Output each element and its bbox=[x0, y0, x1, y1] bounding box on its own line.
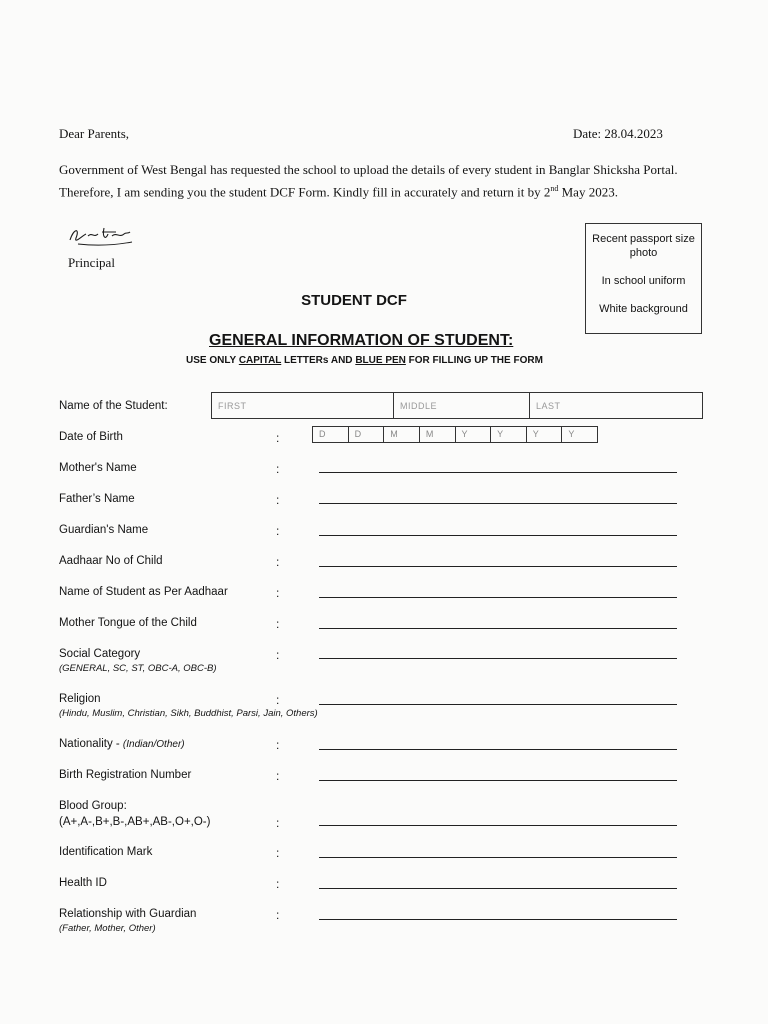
dob-boxes[interactable] bbox=[312, 426, 598, 443]
signatory-title: Principal bbox=[68, 255, 115, 270]
letter-body-sup: nd bbox=[550, 184, 559, 193]
field-colon: : bbox=[276, 617, 280, 631]
field-colon: : bbox=[276, 648, 280, 662]
greeting: Dear Parents, bbox=[59, 126, 130, 141]
student-name-box[interactable] bbox=[211, 392, 703, 419]
letter-body bbox=[59, 160, 699, 201]
social-category-options: (GENERAL, SC, ST, OBC-A, OBC-B) bbox=[59, 663, 217, 674]
last-name-hint: LAST bbox=[536, 401, 561, 411]
dob-label: Date of Birth bbox=[59, 431, 123, 443]
photo-instruction-3: White background bbox=[599, 303, 688, 315]
aadhaar-name-label: Name of Student as Per Aadhaar bbox=[59, 586, 228, 598]
blood-group-label: Blood Group: bbox=[59, 800, 127, 812]
field-colon: : bbox=[276, 693, 280, 707]
letter-date: Date: 28.04.2023 bbox=[573, 126, 663, 141]
nationality-field[interactable] bbox=[319, 749, 677, 750]
guardians-name-label: Guardian's Name bbox=[59, 524, 149, 536]
field-colon: : bbox=[276, 555, 280, 569]
photo-instruction-1: Recent passport size photo bbox=[592, 233, 695, 259]
field-colon: : bbox=[276, 846, 280, 860]
religion-options: (Hindu, Muslim, Christian, Sikh, Buddhist, Parsi, Jain, Others) bbox=[59, 708, 318, 719]
birth-registration-label: Birth Registration Number bbox=[59, 769, 192, 781]
dob-cell[interactable]: M bbox=[420, 427, 456, 442]
form-title: STUDENT DCF bbox=[301, 292, 407, 309]
relationship-options: (Father, Mother, Other) bbox=[59, 923, 156, 934]
field-colon: : bbox=[276, 816, 280, 830]
social-category-label: Social Category bbox=[59, 648, 141, 660]
form-instruction bbox=[186, 355, 543, 366]
mothers-name-label: Mother's Name bbox=[59, 462, 137, 474]
instr-capital: CAPITAL bbox=[238, 355, 282, 366]
health-id-field[interactable] bbox=[319, 888, 677, 889]
field-colon: : bbox=[276, 493, 280, 507]
field-colon: : bbox=[276, 769, 280, 783]
dob-cell[interactable]: Y bbox=[491, 427, 527, 442]
form-title-wrap bbox=[0, 292, 768, 309]
dob-colon: : bbox=[276, 431, 280, 445]
instr-blue-pen: BLUE PEN bbox=[355, 355, 406, 366]
health-id-label: Health ID bbox=[59, 877, 107, 889]
identification-mark-field[interactable] bbox=[319, 857, 677, 858]
instr-part2: LETTERs AND bbox=[281, 355, 356, 366]
last-name-field[interactable] bbox=[530, 393, 702, 418]
field-colon: : bbox=[276, 908, 280, 922]
field-colon: : bbox=[276, 586, 280, 600]
first-name-field[interactable] bbox=[212, 393, 394, 418]
photo-instruction-2: In school uniform bbox=[601, 275, 686, 287]
section-title: GENERAL INFORMATION OF STUDENT: bbox=[209, 332, 514, 349]
identification-mark-label: Identification Mark bbox=[59, 846, 153, 858]
relationship-field[interactable] bbox=[319, 919, 677, 920]
birth-registration-field[interactable] bbox=[319, 780, 677, 781]
fathers-name-field[interactable] bbox=[319, 503, 677, 504]
photo-placeholder-box bbox=[585, 223, 702, 334]
first-name-hint: FIRST bbox=[218, 401, 247, 411]
aadhaar-no-label: Aadhaar No of Child bbox=[59, 555, 163, 567]
field-colon: : bbox=[276, 462, 280, 476]
field-colon: : bbox=[276, 524, 280, 538]
aadhaar-no-field[interactable] bbox=[319, 566, 677, 567]
nationality-label bbox=[59, 738, 185, 750]
instr-part1: USE ONLY bbox=[186, 355, 239, 366]
nationality-label-text: Nationality - bbox=[59, 738, 123, 750]
middle-name-hint: MIDDLE bbox=[400, 401, 438, 411]
mothers-name-field[interactable] bbox=[319, 472, 677, 473]
dob-cell[interactable]: D bbox=[313, 427, 349, 442]
blood-group-options: (A+,A-,B+,B-,AB+,AB-,O+,O-) bbox=[59, 816, 211, 828]
religion-field[interactable] bbox=[319, 704, 677, 705]
mother-tongue-label: Mother Tongue of the Child bbox=[59, 617, 197, 629]
field-colon: : bbox=[276, 877, 280, 891]
religion-label: Religion bbox=[59, 693, 101, 705]
mother-tongue-field[interactable] bbox=[319, 628, 677, 629]
letter-body-text: Government of West Bengal has requested the school to upload the details of every student in Banglar Shicksha Portal. Therefore, I am sending you the student DCF Form. Kindly fill in accurately and return it by 2 bbox=[59, 162, 678, 200]
letter-body-end: May 2023. bbox=[558, 184, 618, 200]
field-colon: : bbox=[276, 738, 280, 752]
relationship-label: Relationship with Guardian bbox=[59, 908, 197, 920]
middle-name-field[interactable] bbox=[394, 393, 530, 418]
dob-cell[interactable]: Y bbox=[527, 427, 563, 442]
instr-part3: FOR FILLING UP THE FORM bbox=[405, 355, 543, 366]
aadhaar-name-field[interactable] bbox=[319, 597, 677, 598]
dob-cell[interactable]: D bbox=[349, 427, 385, 442]
social-category-field[interactable] bbox=[319, 658, 677, 659]
student-name-label: Name of the Student: bbox=[59, 400, 168, 412]
dob-cell[interactable]: Y bbox=[456, 427, 492, 442]
dob-cell[interactable]: Y bbox=[568, 429, 575, 439]
dob-cell[interactable]: M bbox=[384, 427, 420, 442]
nationality-options: (Indian/Other) bbox=[122, 739, 185, 750]
signature-icon bbox=[66, 222, 136, 255]
blood-group-field[interactable] bbox=[319, 825, 677, 826]
guardians-name-field[interactable] bbox=[319, 535, 677, 536]
fathers-name-label: Father’s Name bbox=[59, 493, 135, 505]
